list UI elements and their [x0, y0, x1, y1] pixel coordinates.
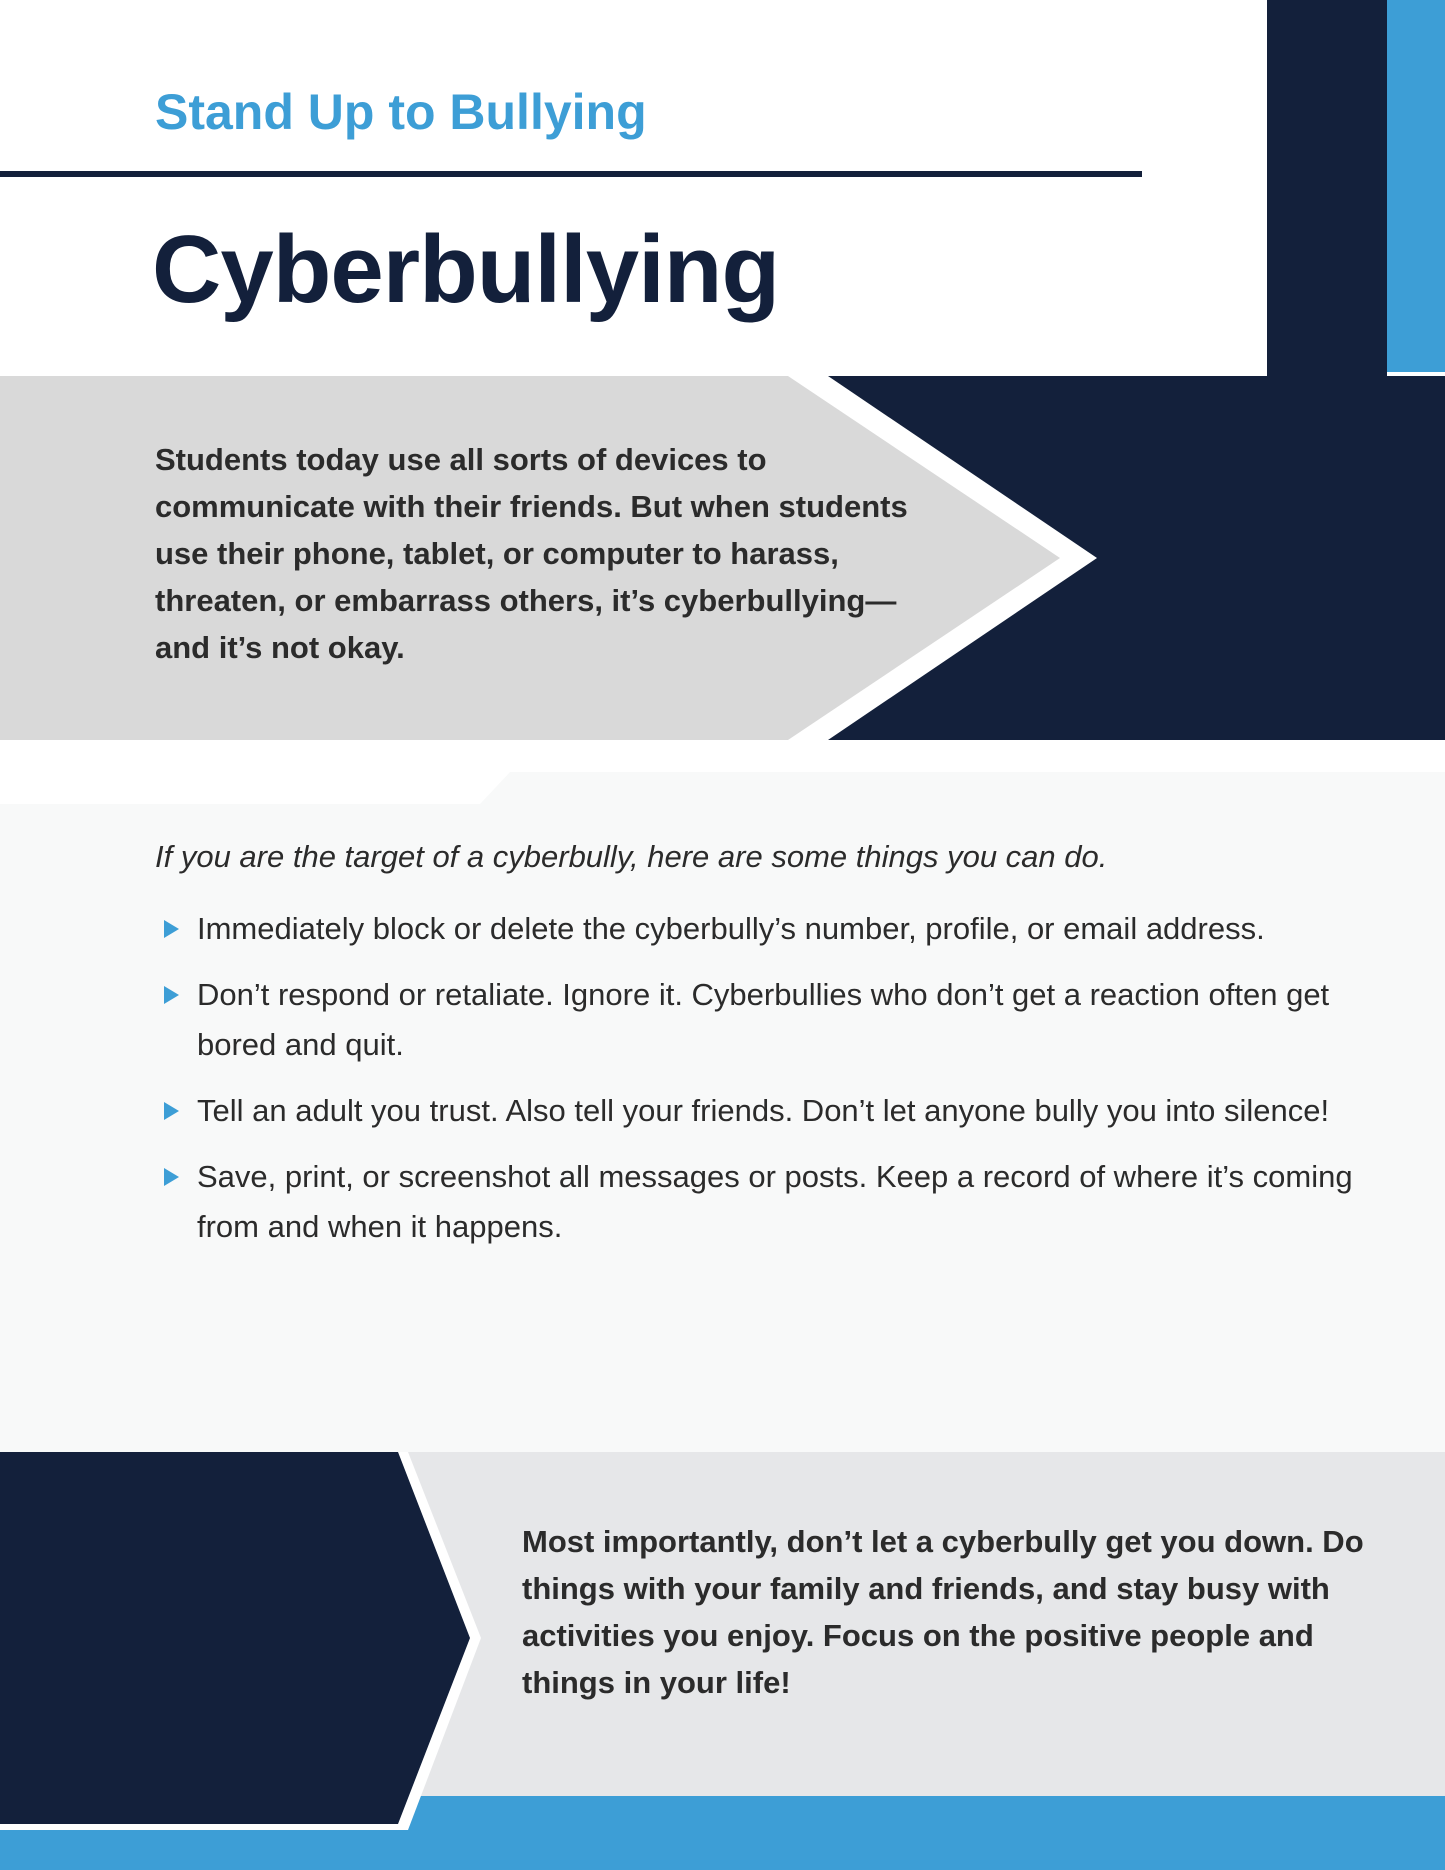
tips-intro: If you are the target of a cyberbully, here are some things you can do.: [155, 839, 1108, 874]
list-item: [160, 970, 1360, 1070]
intro-paragraph: Students today use all sorts of devices to communicate with their friends. But when students use their phone, tablet, or computer to harass, threaten, or embarrass others, it’s cyberbullying—and it’s not okay.: [155, 442, 908, 665]
series-kicker: Stand Up to Bullying: [155, 84, 647, 140]
list-item: [160, 1086, 1360, 1136]
bottom-arrow-shape: [0, 1452, 470, 1824]
tip-text: Immediately block or delete the cyberbully’s number, profile, or email address.: [197, 911, 1265, 946]
triangle-right-icon: [164, 920, 179, 938]
triangle-right-icon: [164, 1102, 179, 1120]
tips-list: [160, 904, 1360, 1268]
decorative-navy-bar: [1267, 0, 1387, 376]
tip-text: Save, print, or screenshot all messages or posts. Keep a record of where it’s coming from and when it happens.: [197, 1159, 1353, 1244]
tip-text: Tell an adult you trust. Also tell your friends. Don’t let anyone bully you into silence!: [197, 1093, 1330, 1128]
page-title: Cyberbullying: [152, 216, 780, 323]
decorative-blue-bar: [1387, 0, 1445, 372]
triangle-right-icon: [164, 986, 179, 1004]
list-item: [160, 904, 1360, 954]
header-divider: [0, 171, 1142, 177]
tip-text: Don’t respond or retaliate. Ignore it. Cyberbullies who don’t get a reaction often get bored and quit.: [197, 977, 1330, 1062]
triangle-right-icon: [164, 1168, 179, 1186]
list-item: [160, 1152, 1360, 1252]
closing-paragraph: Most importantly, don’t let a cyberbully get you down. Do things with your family and friends, and stay busy with activities you enjoy. Focus on the positive people and things in your life!: [522, 1524, 1364, 1700]
